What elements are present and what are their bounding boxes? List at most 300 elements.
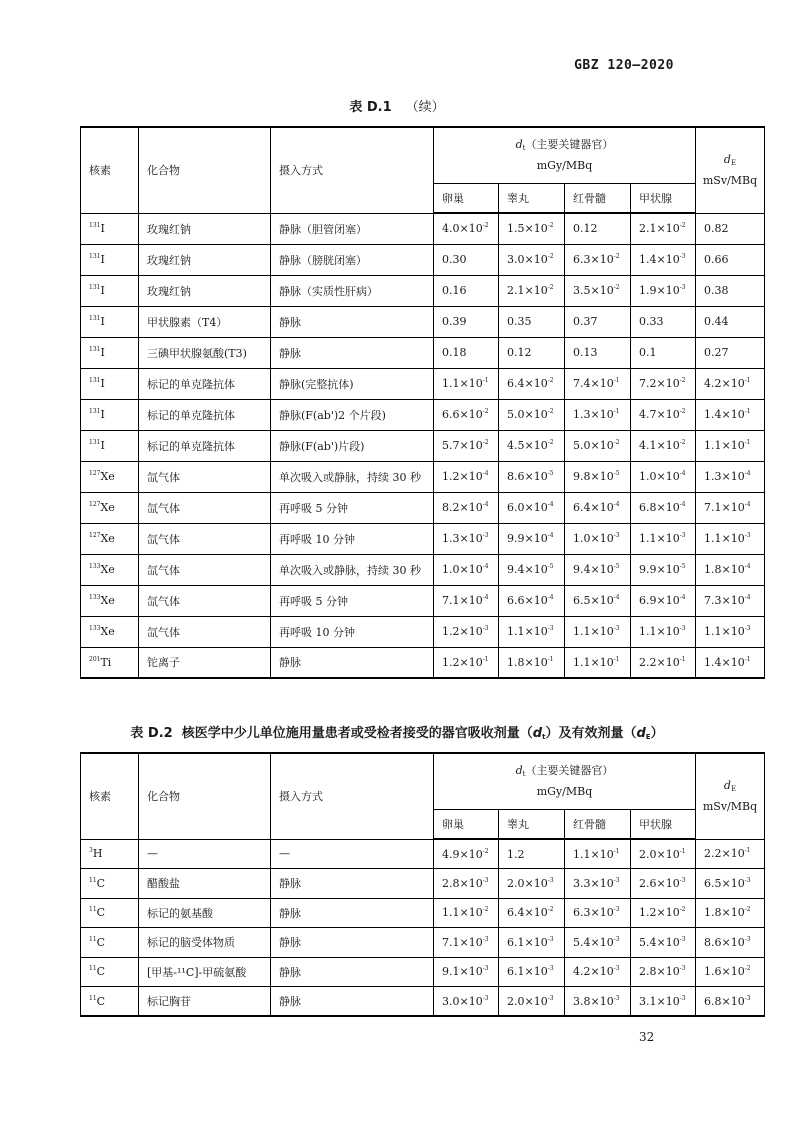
table-row bbox=[81, 492, 765, 523]
element-symbol: C bbox=[96, 906, 106, 920]
testis-exponent: -3 bbox=[547, 935, 554, 943]
element-symbol: I bbox=[100, 253, 105, 266]
thyroid-exponent: -2 bbox=[679, 377, 686, 384]
eff-mantissa: 1.1 bbox=[704, 625, 722, 638]
marrow-mantissa: 0.37 bbox=[573, 315, 598, 328]
table-row bbox=[81, 957, 765, 987]
mass-number: 11 bbox=[89, 965, 97, 973]
route-cell: 静脉 bbox=[271, 898, 434, 928]
times-ten: ×10 bbox=[524, 594, 548, 607]
thyroid-exponent: -3 bbox=[679, 876, 686, 884]
col-effective-dose bbox=[696, 753, 765, 839]
testis-exponent: -3 bbox=[547, 625, 554, 632]
ovary-exponent: -3 bbox=[482, 965, 489, 973]
marrow-value bbox=[565, 869, 631, 899]
eff-mantissa: 8.6 bbox=[704, 935, 722, 949]
testis-mantissa: 2.1 bbox=[507, 284, 525, 297]
col-effective-dose bbox=[696, 127, 765, 213]
thyroid-mantissa: 0.1 bbox=[639, 346, 657, 359]
thyroid-mantissa: 1.1 bbox=[639, 532, 657, 545]
testis-value bbox=[499, 244, 565, 275]
ovary-mantissa: 0.18 bbox=[442, 346, 467, 359]
ovary-mantissa: 1.1 bbox=[442, 377, 460, 390]
eff-exponent: -1 bbox=[744, 377, 751, 384]
element-symbol: I bbox=[100, 377, 105, 390]
marrow-exponent: -3 bbox=[613, 876, 620, 884]
thyroid-mantissa: 6.8 bbox=[639, 501, 657, 514]
mass-number: 11 bbox=[89, 935, 97, 943]
ovary-value bbox=[434, 461, 499, 492]
ovary-exponent: -2 bbox=[482, 906, 489, 914]
eff-mantissa: 6.8 bbox=[704, 994, 722, 1008]
times-ten: ×10 bbox=[656, 594, 680, 607]
table2 bbox=[80, 752, 765, 1017]
times-ten: ×10 bbox=[656, 222, 680, 236]
thyroid-mantissa: 1.0 bbox=[639, 470, 657, 483]
col-route: 摄入方式 bbox=[271, 127, 434, 213]
nuclide-cell bbox=[81, 616, 139, 647]
route-cell: 静脉 bbox=[271, 987, 434, 1017]
element-symbol: C bbox=[96, 935, 106, 949]
col-route: 摄入方式 bbox=[271, 753, 434, 839]
times-ten: ×10 bbox=[721, 532, 745, 545]
route-cell: 静脉（实质性肝病） bbox=[271, 275, 434, 306]
thyroid-value bbox=[631, 399, 696, 430]
thyroid-value bbox=[631, 839, 696, 869]
nuclide-cell bbox=[81, 244, 139, 275]
marrow-exponent: -2 bbox=[613, 253, 620, 260]
route-cell: — bbox=[271, 839, 434, 869]
times-ten: ×10 bbox=[590, 994, 614, 1008]
route-cell: 再呼吸 5 分钟 bbox=[271, 585, 434, 616]
table-row bbox=[81, 839, 765, 869]
times-ten: ×10 bbox=[656, 935, 680, 949]
marrow-exponent: -3 bbox=[613, 532, 620, 539]
marrow-exponent: -3 bbox=[613, 935, 620, 943]
element-symbol: C bbox=[96, 965, 106, 979]
marrow-value bbox=[565, 647, 631, 678]
times-ten: ×10 bbox=[721, 470, 745, 483]
testis-mantissa: 6.4 bbox=[507, 377, 525, 390]
nuclide-cell bbox=[81, 839, 139, 869]
eff-value bbox=[696, 430, 765, 461]
table-row bbox=[81, 368, 765, 399]
times-ten: ×10 bbox=[721, 594, 745, 607]
eff-unit: mSv/MBq bbox=[702, 173, 758, 187]
col-thyroid: 甲状腺 bbox=[631, 183, 696, 213]
testis-exponent: -2 bbox=[547, 222, 554, 230]
thyroid-value bbox=[631, 430, 696, 461]
marrow-mantissa: 9.4 bbox=[573, 563, 591, 576]
marrow-mantissa: 7.4 bbox=[573, 377, 591, 390]
ovary-value bbox=[434, 430, 499, 461]
ovary-mantissa: 4.0 bbox=[442, 222, 460, 236]
eff-mantissa: 0.38 bbox=[704, 284, 729, 297]
times-ten: ×10 bbox=[590, 625, 614, 638]
element-symbol: I bbox=[100, 439, 105, 452]
table-row bbox=[81, 461, 765, 492]
testis-value bbox=[499, 213, 565, 244]
route-cell: 静脉(F(ab')片段) bbox=[271, 430, 434, 461]
testis-mantissa: 6.0 bbox=[507, 501, 525, 514]
thyroid-value bbox=[631, 337, 696, 368]
mass-number: 131 bbox=[89, 315, 101, 322]
marrow-mantissa: 4.2 bbox=[573, 965, 591, 979]
eff-symbol: d bbox=[723, 152, 731, 166]
testis-exponent: -1 bbox=[547, 655, 554, 663]
marrow-value bbox=[565, 492, 631, 523]
times-ten: ×10 bbox=[656, 470, 680, 483]
marrow-exponent: -5 bbox=[613, 470, 620, 477]
marrow-value bbox=[565, 523, 631, 554]
times-ten: ×10 bbox=[590, 284, 614, 297]
times-ten: ×10 bbox=[721, 935, 745, 949]
ovary-value bbox=[434, 275, 499, 306]
nuclide-cell bbox=[81, 492, 139, 523]
compound-cell: 甲状腺素（T4） bbox=[139, 306, 271, 337]
eff-value bbox=[696, 368, 765, 399]
thyroid-exponent: -3 bbox=[679, 253, 686, 260]
marrow-mantissa: 1.3 bbox=[573, 408, 591, 421]
eff-value bbox=[696, 306, 765, 337]
marrow-value bbox=[565, 957, 631, 987]
ovary-value bbox=[434, 244, 499, 275]
table1 bbox=[80, 126, 765, 679]
thyroid-exponent: -2 bbox=[679, 439, 686, 446]
marrow-mantissa: 6.4 bbox=[573, 501, 591, 514]
nuclide-cell bbox=[81, 898, 139, 928]
compound-cell: 氙气体 bbox=[139, 492, 271, 523]
ovary-value bbox=[434, 616, 499, 647]
marrow-value bbox=[565, 213, 631, 244]
times-ten: ×10 bbox=[721, 965, 745, 979]
thyroid-mantissa: 3.1 bbox=[639, 994, 657, 1008]
route-cell: 静脉 bbox=[271, 869, 434, 899]
marrow-mantissa: 1.1 bbox=[573, 655, 591, 669]
thyroid-value bbox=[631, 461, 696, 492]
table-row bbox=[81, 337, 765, 368]
times-ten: ×10 bbox=[590, 594, 614, 607]
element-symbol: Xe bbox=[100, 532, 115, 545]
testis-mantissa: 6.4 bbox=[507, 906, 525, 920]
ovary-exponent: -3 bbox=[482, 994, 489, 1002]
ovary-mantissa: 4.9 bbox=[442, 847, 460, 861]
testis-mantissa: 2.0 bbox=[507, 876, 525, 890]
eff-mantissa: 4.2 bbox=[704, 377, 722, 390]
thyroid-mantissa: 2.1 bbox=[639, 222, 657, 236]
ovary-mantissa: 2.8 bbox=[442, 876, 460, 890]
thyroid-exponent: -2 bbox=[679, 906, 686, 914]
thyroid-value bbox=[631, 957, 696, 987]
nuclide-cell bbox=[81, 928, 139, 958]
times-ten: ×10 bbox=[590, 965, 614, 979]
marrow-mantissa: 6.5 bbox=[573, 594, 591, 607]
mass-number: 11 bbox=[89, 876, 97, 884]
eff-mantissa: 0.66 bbox=[704, 253, 729, 266]
times-ten: ×10 bbox=[656, 625, 680, 638]
element-symbol: Xe bbox=[100, 594, 115, 607]
mass-number: 11 bbox=[89, 994, 97, 1002]
marrow-mantissa: 0.12 bbox=[573, 222, 598, 236]
testis-exponent: -2 bbox=[547, 377, 554, 384]
table-row bbox=[81, 585, 765, 616]
times-ten: ×10 bbox=[524, 470, 548, 483]
route-cell: 静脉(完整抗体) bbox=[271, 368, 434, 399]
table1-caption bbox=[0, 96, 794, 115]
marrow-exponent: -1 bbox=[613, 377, 620, 384]
times-ten: ×10 bbox=[721, 439, 745, 452]
nuclide-cell bbox=[81, 554, 139, 585]
table2-caption-text: 核医学中少儿单位施用量患者或受检者接受的器官吸收剂量（ bbox=[181, 726, 533, 741]
eff-exponent: -2 bbox=[744, 906, 751, 914]
table-row bbox=[81, 869, 765, 899]
thyroid-value bbox=[631, 585, 696, 616]
testis-exponent: -5 bbox=[547, 563, 554, 570]
element-symbol: I bbox=[100, 315, 105, 328]
marrow-mantissa: 3.8 bbox=[573, 994, 591, 1008]
testis-value bbox=[499, 430, 565, 461]
times-ten: ×10 bbox=[459, 994, 483, 1008]
times-ten: ×10 bbox=[524, 876, 548, 890]
compound-cell: 标记胸苷 bbox=[139, 987, 271, 1017]
times-ten: ×10 bbox=[524, 965, 548, 979]
nuclide-cell bbox=[81, 957, 139, 987]
testis-mantissa: 0.35 bbox=[507, 315, 532, 328]
compound-cell: 标记的脑受体物质 bbox=[139, 928, 271, 958]
times-ten: ×10 bbox=[590, 501, 614, 514]
eff-value bbox=[696, 523, 765, 554]
testis-value bbox=[499, 368, 565, 399]
eff-value bbox=[696, 898, 765, 928]
eff-mantissa: 0.27 bbox=[704, 346, 729, 359]
times-ten: ×10 bbox=[459, 470, 483, 483]
thyroid-mantissa: 2.8 bbox=[639, 965, 657, 979]
thyroid-exponent: -3 bbox=[679, 532, 686, 539]
eff-value bbox=[696, 647, 765, 678]
eff-value bbox=[696, 461, 765, 492]
thyroid-exponent: -3 bbox=[679, 284, 686, 291]
testis-exponent: -2 bbox=[547, 284, 554, 291]
thyroid-mantissa: 1.9 bbox=[639, 284, 657, 297]
testis-mantissa: 1.5 bbox=[507, 222, 525, 236]
eff-exponent: -4 bbox=[744, 501, 751, 508]
element-symbol: Xe bbox=[100, 625, 115, 638]
element-symbol: I bbox=[100, 222, 105, 235]
testis-value bbox=[499, 461, 565, 492]
times-ten: ×10 bbox=[590, 253, 614, 266]
thyroid-exponent: -4 bbox=[679, 501, 686, 508]
compound-cell: 玫瑰红钠 bbox=[139, 275, 271, 306]
col-marrow: 红骨髓 bbox=[565, 809, 631, 839]
ovary-mantissa: 1.3 bbox=[442, 532, 460, 545]
eff-value bbox=[696, 839, 765, 869]
ovary-exponent: -1 bbox=[482, 377, 489, 384]
times-ten: ×10 bbox=[524, 408, 548, 421]
caption-sub-e: E bbox=[645, 733, 651, 741]
thyroid-mantissa: 2.6 bbox=[639, 876, 657, 890]
times-ten: ×10 bbox=[590, 377, 614, 390]
thyroid-exponent: -1 bbox=[679, 847, 686, 855]
times-ten: ×10 bbox=[524, 994, 548, 1008]
ovary-exponent: -3 bbox=[482, 532, 489, 539]
times-ten: ×10 bbox=[459, 501, 483, 514]
ovary-value bbox=[434, 585, 499, 616]
eff-exponent: -3 bbox=[744, 935, 751, 943]
ovary-mantissa: 7.1 bbox=[442, 935, 460, 949]
thyroid-mantissa: 4.1 bbox=[639, 439, 657, 452]
ovary-exponent: -3 bbox=[482, 935, 489, 943]
eff-exponent: -1 bbox=[744, 408, 751, 415]
nuclide-cell bbox=[81, 869, 139, 899]
eff-exponent: -4 bbox=[744, 470, 751, 477]
times-ten: ×10 bbox=[459, 222, 483, 236]
thyroid-mantissa: 0.33 bbox=[639, 315, 664, 328]
testis-value bbox=[499, 275, 565, 306]
thyroid-exponent: -3 bbox=[679, 935, 686, 943]
table-row bbox=[81, 523, 765, 554]
marrow-value bbox=[565, 430, 631, 461]
route-cell: 静脉 bbox=[271, 928, 434, 958]
testis-exponent: -3 bbox=[547, 965, 554, 973]
times-ten: ×10 bbox=[590, 847, 614, 861]
ovary-mantissa: 1.2 bbox=[442, 625, 460, 638]
times-ten: ×10 bbox=[459, 563, 483, 576]
testis-value bbox=[499, 337, 565, 368]
thyroid-exponent: -2 bbox=[679, 222, 686, 230]
eff-value bbox=[696, 399, 765, 430]
mass-number: 127 bbox=[89, 532, 101, 539]
testis-exponent: -3 bbox=[547, 994, 554, 1002]
eff-exponent: -4 bbox=[744, 594, 751, 601]
times-ten: ×10 bbox=[656, 876, 680, 890]
caption-d-t: d bbox=[532, 726, 543, 741]
testis-value bbox=[499, 647, 565, 678]
route-cell: 静脉(F(ab')2 个片段) bbox=[271, 399, 434, 430]
thyroid-exponent: -5 bbox=[679, 563, 686, 570]
ovary-mantissa: 1.1 bbox=[442, 906, 460, 920]
eff-mantissa: 1.4 bbox=[704, 408, 722, 421]
eff-exponent: -3 bbox=[744, 625, 751, 632]
compound-cell: — bbox=[139, 839, 271, 869]
marrow-value bbox=[565, 306, 631, 337]
times-ten: ×10 bbox=[459, 876, 483, 890]
table-row bbox=[81, 616, 765, 647]
table2-caption-end: ） bbox=[650, 726, 664, 741]
ovary-exponent: -4 bbox=[482, 594, 489, 601]
mass-number: 131 bbox=[89, 408, 101, 415]
eff-mantissa: 1.6 bbox=[704, 965, 722, 979]
compound-cell: 玫瑰红钠 bbox=[139, 244, 271, 275]
marrow-mantissa: 3.3 bbox=[573, 876, 591, 890]
times-ten: ×10 bbox=[656, 439, 680, 452]
nuclide-cell bbox=[81, 461, 139, 492]
col-testis: 睾丸 bbox=[499, 809, 565, 839]
table2-body bbox=[81, 839, 765, 1016]
times-ten: ×10 bbox=[590, 876, 614, 890]
times-ten: ×10 bbox=[656, 532, 680, 545]
route-cell: 单次吸入或静脉，持续 30 秒 bbox=[271, 461, 434, 492]
times-ten: ×10 bbox=[590, 655, 614, 669]
ovary-mantissa: 8.2 bbox=[442, 501, 460, 514]
thyroid-value bbox=[631, 928, 696, 958]
compound-cell: 玫瑰红钠 bbox=[139, 213, 271, 244]
times-ten: ×10 bbox=[721, 847, 745, 861]
eff-mantissa: 0.82 bbox=[704, 222, 729, 235]
thyroid-mantissa: 2.0 bbox=[639, 847, 657, 861]
eff-exponent: -3 bbox=[744, 876, 751, 884]
mass-number: 127 bbox=[89, 470, 101, 477]
dose-sub: t bbox=[522, 143, 526, 152]
testis-mantissa: 4.5 bbox=[507, 439, 525, 452]
marrow-exponent: -5 bbox=[613, 563, 620, 570]
thyroid-value bbox=[631, 616, 696, 647]
nuclide-cell bbox=[81, 306, 139, 337]
thyroid-value bbox=[631, 554, 696, 585]
testis-mantissa: 9.9 bbox=[507, 532, 525, 545]
mass-number: 131 bbox=[89, 284, 101, 291]
eff-exponent: -2 bbox=[744, 965, 751, 973]
eff-exponent: -1 bbox=[744, 655, 751, 663]
col-organ-dose-group bbox=[434, 753, 696, 809]
marrow-exponent: -1 bbox=[613, 655, 620, 663]
ovary-value bbox=[434, 647, 499, 678]
nuclide-cell bbox=[81, 523, 139, 554]
ovary-value bbox=[434, 306, 499, 337]
thyroid-value bbox=[631, 987, 696, 1017]
eff-exponent: -1 bbox=[744, 439, 751, 446]
thyroid-mantissa: 5.4 bbox=[639, 935, 657, 949]
times-ten: ×10 bbox=[656, 253, 680, 266]
thyroid-mantissa: 9.9 bbox=[639, 563, 657, 576]
ovary-value bbox=[434, 213, 499, 244]
times-ten: ×10 bbox=[656, 377, 680, 390]
ovary-value bbox=[434, 898, 499, 928]
times-ten: ×10 bbox=[459, 439, 483, 452]
marrow-value bbox=[565, 244, 631, 275]
ovary-mantissa: 6.6 bbox=[442, 408, 460, 421]
col-nuclide: 核素 bbox=[81, 753, 139, 839]
nuclide-cell bbox=[81, 368, 139, 399]
nuclide-cell bbox=[81, 275, 139, 306]
testis-value bbox=[499, 957, 565, 987]
times-ten: ×10 bbox=[721, 994, 745, 1008]
times-ten: ×10 bbox=[459, 906, 483, 920]
table-row bbox=[81, 244, 765, 275]
eff-exponent: -1 bbox=[744, 847, 751, 855]
organ-unit: mGy/MBq bbox=[536, 158, 593, 172]
testis-mantissa: 6.6 bbox=[507, 594, 525, 607]
thyroid-exponent: -2 bbox=[679, 408, 686, 415]
ovary-value bbox=[434, 839, 499, 869]
marrow-mantissa: 5.0 bbox=[573, 439, 591, 452]
table-row bbox=[81, 554, 765, 585]
thyroid-value bbox=[631, 275, 696, 306]
times-ten: ×10 bbox=[524, 222, 548, 236]
route-cell: 再呼吸 10 分钟 bbox=[271, 616, 434, 647]
compound-cell: 氙气体 bbox=[139, 616, 271, 647]
times-ten: ×10 bbox=[721, 625, 745, 638]
thyroid-mantissa: 1.1 bbox=[639, 625, 657, 638]
table-row bbox=[81, 987, 765, 1017]
table-row bbox=[81, 306, 765, 337]
route-cell: 单次吸入或静脉，持续 30 秒 bbox=[271, 554, 434, 585]
compound-cell: 氙气体 bbox=[139, 523, 271, 554]
nuclide-cell bbox=[81, 987, 139, 1017]
eff-value bbox=[696, 957, 765, 987]
times-ten: ×10 bbox=[590, 935, 614, 949]
mass-number: 201 bbox=[89, 655, 101, 663]
table-row bbox=[81, 647, 765, 678]
